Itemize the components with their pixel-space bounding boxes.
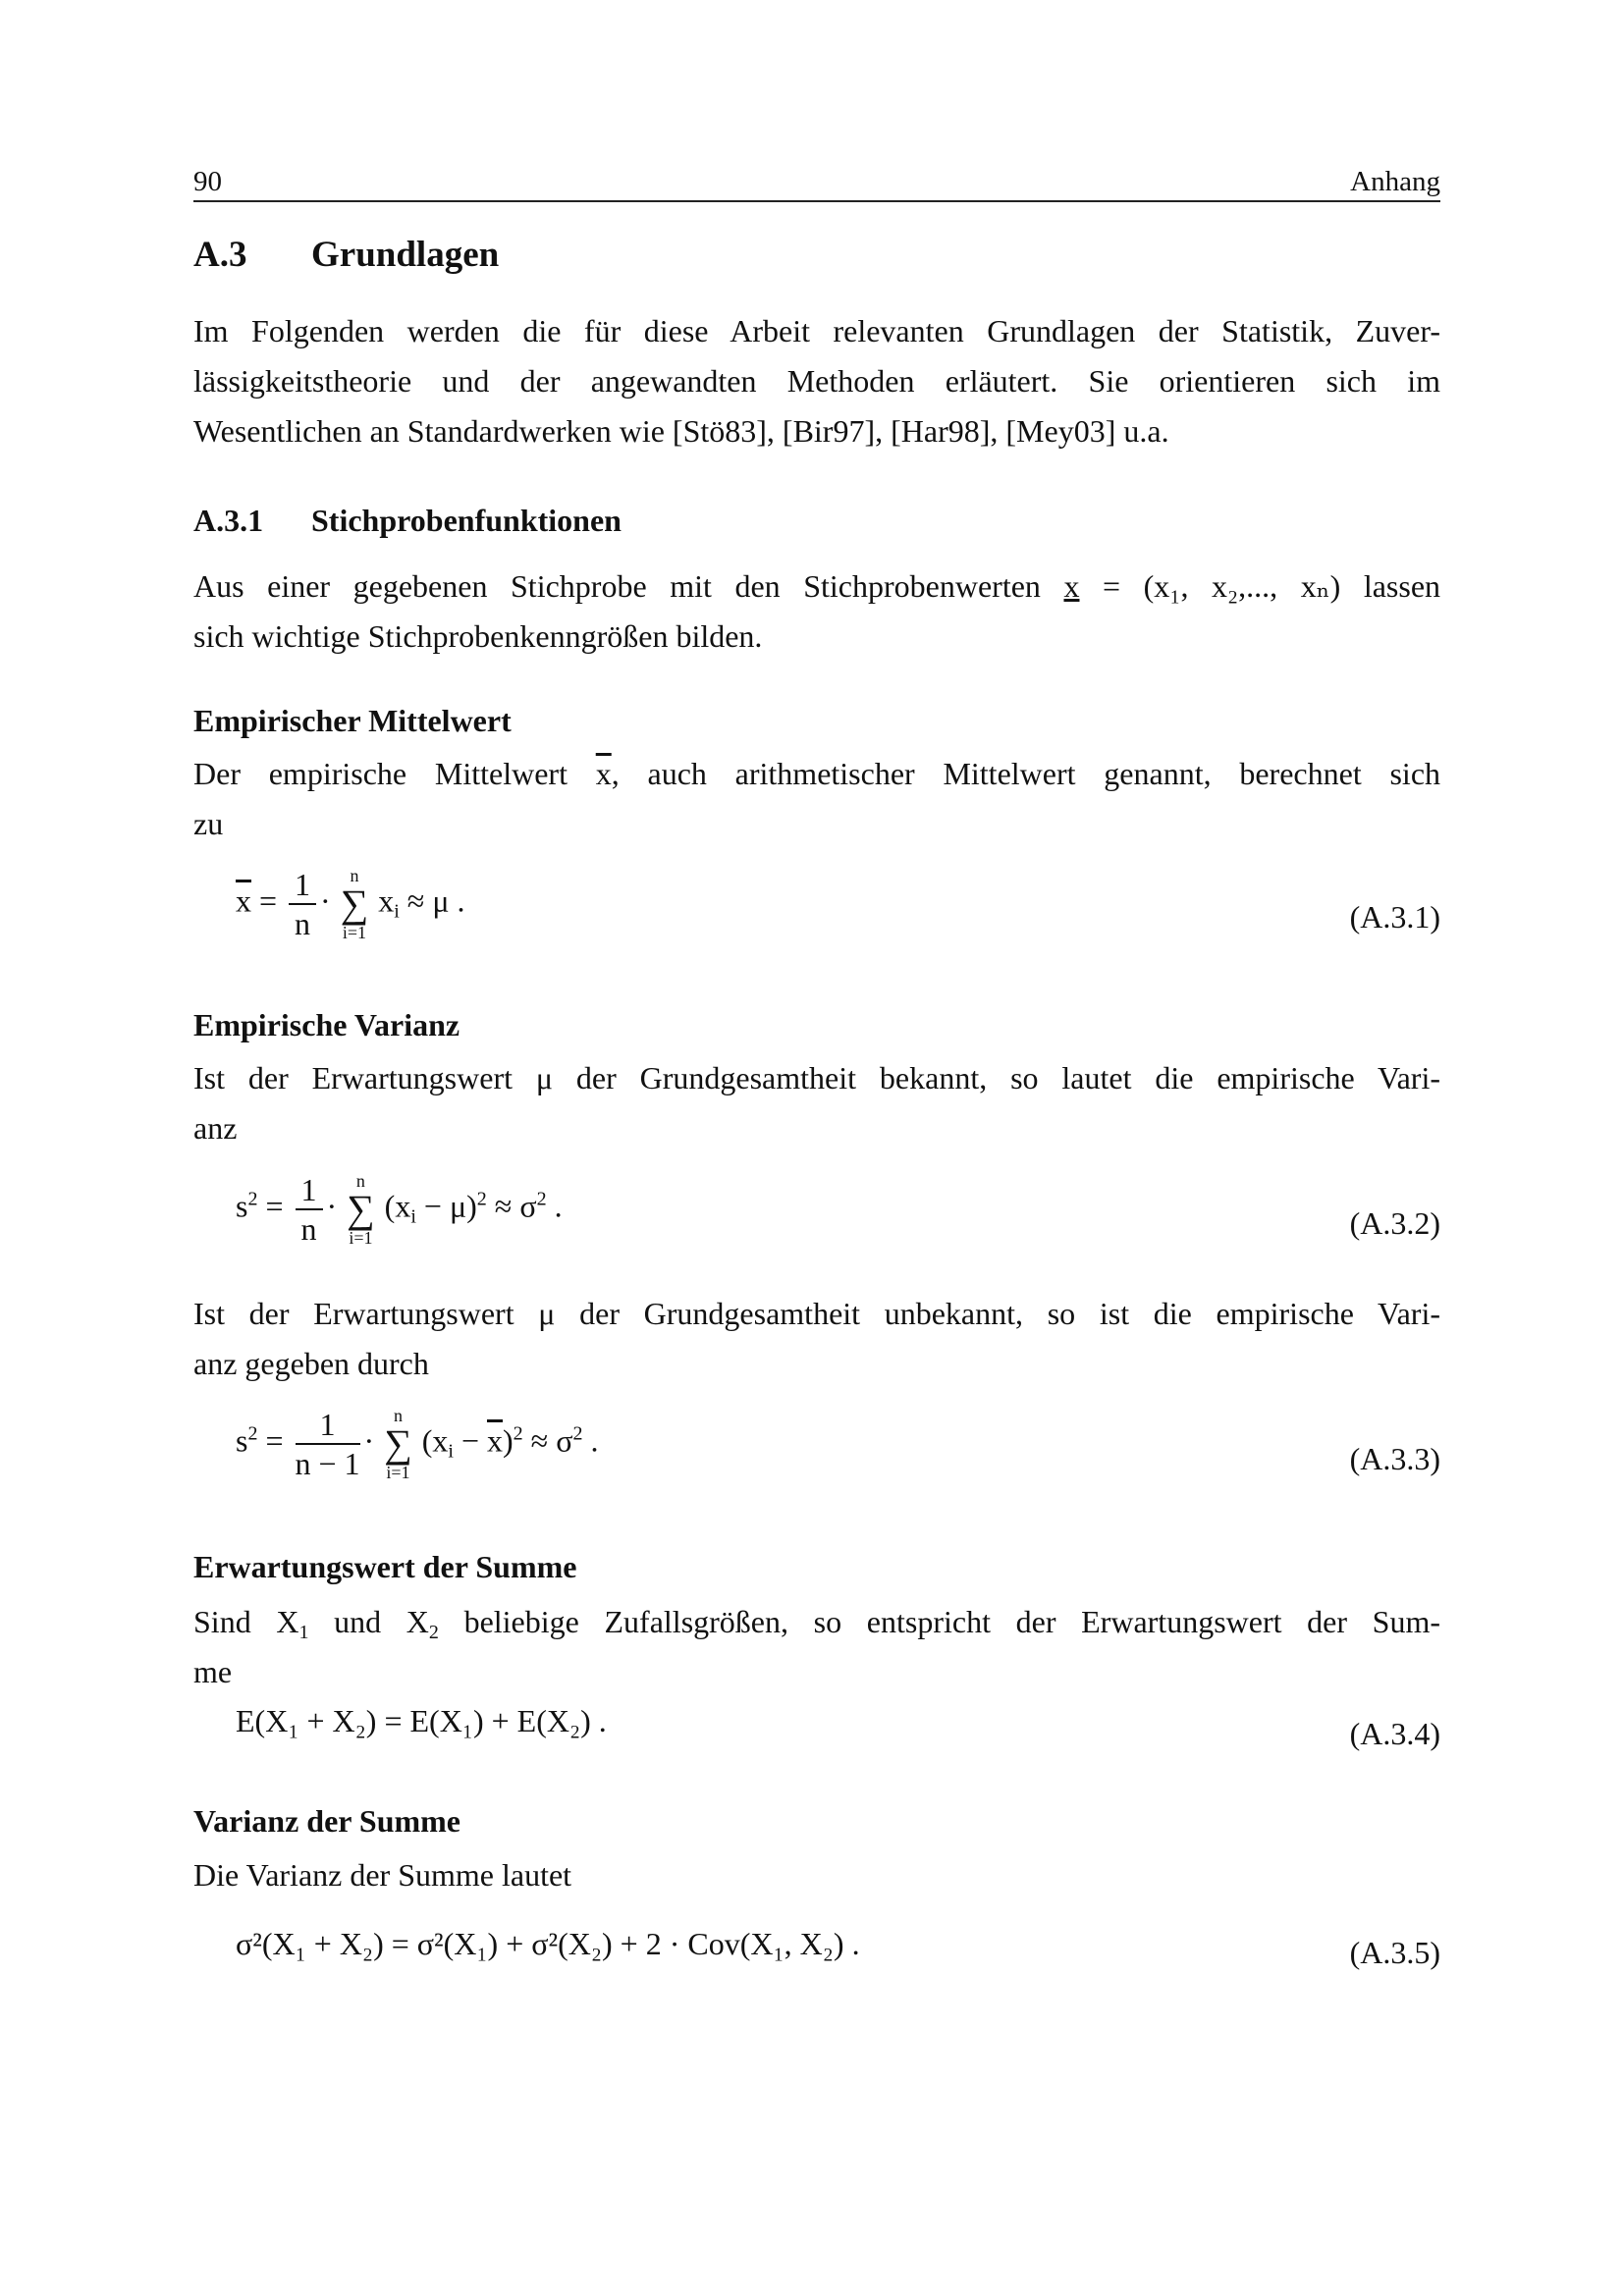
equation-a-3-4: E(X₁ + X₂) = E(X₁) + E(X₂) . <box>236 1703 607 1738</box>
varianz-paragraph-1: Ist der Erwartungswert μ der Grundgesamtheit bekannt, so lautet die empirische Vari- anz <box>193 1060 1440 1146</box>
equation-a-3-1: $\overline{x}$ = $\frac{1}{n}$ · n ∑ i=1 $x_i \approx \mu$ . <box>236 866 465 942</box>
intro-line: Im Folgenden werden die für diese Arbeit relevanten Grundlagen der Statistik, Zuver- <box>193 313 1440 348</box>
equation-label: (A.3.3) <box>1349 1441 1440 1476</box>
stichprobe-line-2: sich wichtige Stichprobenkenngrößen bilden. <box>193 618 763 654</box>
equation-label: (A.3.5) <box>1349 1935 1440 1970</box>
mittelwert-line-2: zu <box>193 806 224 841</box>
sum-operator: n ∑ i=1 <box>384 1406 412 1482</box>
intro-line: lässigkeitstheorie und der angewandten Methoden erläutert. Sie orientieren sich im <box>193 363 1440 399</box>
mean-symbol: $\overline{x}$ <box>595 756 612 791</box>
heading-erwartungswert-summe: Erwartungswert der Summe <box>193 1549 577 1584</box>
equation-a-3-5: σ²(X₁ + X₂) = σ²(X₁) + σ²(X₂) + 2 · Cov(X₁, X₂) . <box>236 1926 860 1961</box>
stichprobe-paragraph <box>193 561 1440 662</box>
sum-operator: n ∑ i=1 <box>347 1171 375 1248</box>
fraction: $\frac{1}{n - 1}$ <box>295 1407 360 1481</box>
intro-paragraph <box>193 306 1440 456</box>
subsection-number: A.3.1 <box>193 503 264 538</box>
mittelwert-paragraph <box>193 749 1440 849</box>
equation-label: (A.3.2) <box>1349 1205 1440 1241</box>
erwartung-line-1: Sind $X_1$ und $X_2$ beliebige Zufallsgrößen, so entspricht der Erwartungswert der Sum- <box>193 1604 1440 1643</box>
equation-label: (A.3.1) <box>1349 899 1440 934</box>
erwartung-paragraph: Sind $X_1$ und $X_2$ beliebige Zufallsgrößen, so entspricht der Erwartungswert der Sum- me <box>193 1597 1440 1697</box>
varsumme-paragraph: Die Varianz der Summe lautet <box>193 1857 572 1893</box>
subsection-heading <box>193 501 622 540</box>
heading-empirischer-mittelwert: Empirischer Mittelwert <box>193 703 512 738</box>
heading-empirische-varianz: Empirische Varianz <box>193 1007 460 1042</box>
fraction: $\frac{1}{n}$ <box>296 1171 323 1248</box>
stichprobe-line-1: Aus einer gegebenen Stichprobe mit den Stichprobenwerten x = (x₁, x₂,..., xₙ) lassen <box>193 568 1440 604</box>
running-title: Anhang <box>1350 166 1440 197</box>
sum-operator: n ∑ i=1 <box>340 866 369 942</box>
equation-a-3-3: $s^2$ = $\frac{1}{n - 1}$ · n ∑ i=1 $(x_i - \overline{x})^2 \approx \sigma^2$ . <box>236 1406 599 1482</box>
subsection-title: Stichprobenfunktionen <box>311 503 622 538</box>
page-header <box>193 165 1440 202</box>
equation-a-3-2: $s^2$ = $\frac{1}{n}$ · n ∑ i=1 $(x_i - \mu)^2 \approx \sigma^2$ . <box>236 1171 563 1248</box>
mittelwert-line-1: Der empirische Mittelwert $\overline{x}$, auch arithmetischer Mittelwert genannt, berechnet sich <box>193 756 1440 791</box>
section-heading <box>193 234 499 277</box>
section-number: A.3 <box>193 235 247 275</box>
varianz-paragraph-2: Ist der Erwartungswert μ der Grundgesamtheit unbekannt, so ist die empirische Vari- anz gegeben durch <box>193 1296 1440 1381</box>
section-title: Grundlagen <box>311 235 500 275</box>
intro-line: Wesentlichen an Standardwerken wie [Stö83], [Bir97], [Har98], [Mey03] u.a. <box>193 413 1169 449</box>
sample-vector: x = (x₁, x₂,..., xₙ) <box>1063 568 1341 604</box>
fraction: $\frac{1}{n}$ <box>289 866 316 942</box>
equation-label: (A.3.4) <box>1349 1716 1440 1751</box>
page-number: 90 <box>193 166 222 197</box>
heading-varianz-summe: Varianz der Summe <box>193 1803 460 1839</box>
